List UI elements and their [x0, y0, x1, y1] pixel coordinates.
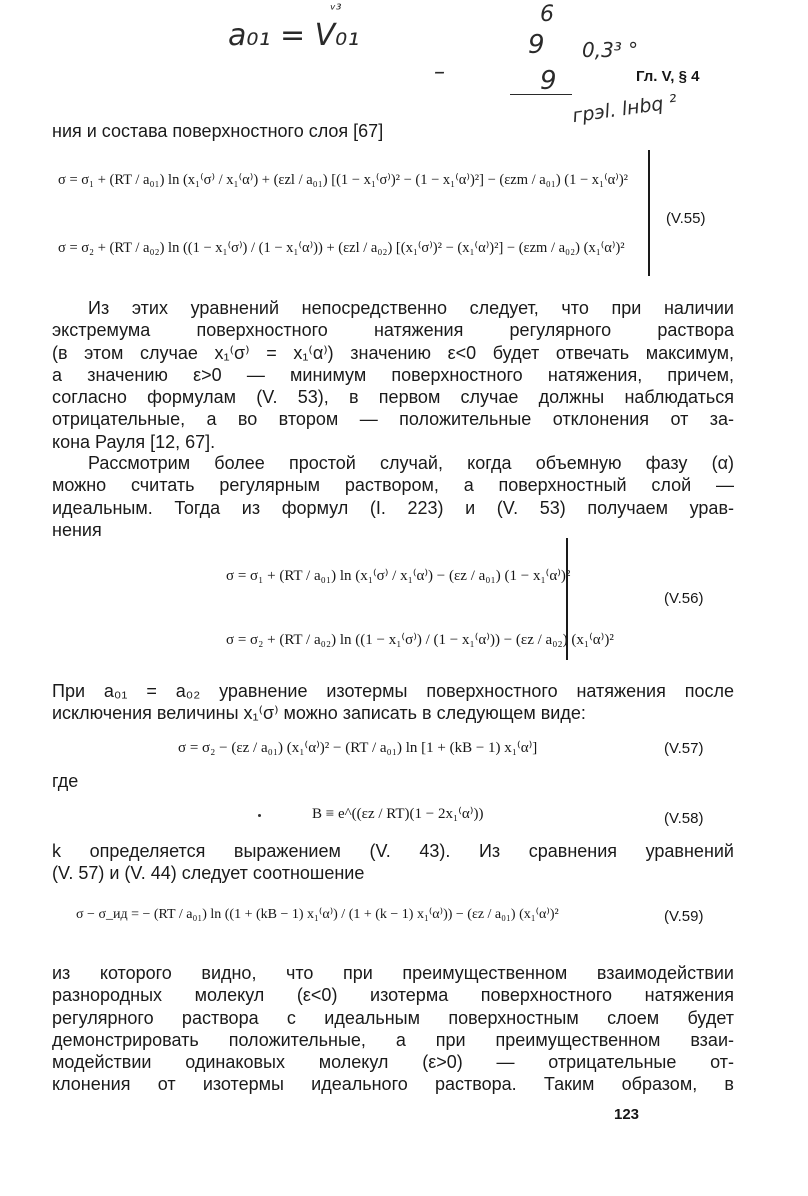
equation-v55-brace [648, 150, 650, 276]
intro-line: ния и состава поверхностного слоя [67] [52, 121, 384, 141]
equation-v59: σ − σ_ид = − (RT / a₀₁) ln ((1 + (kB − 1) x₁⁽α⁾) / (1 + (k − 1) x₁⁽α⁾)) − (εz / a₀₁) (x₁⁽α⁾)² [76, 907, 559, 922]
paragraph-4 [52, 840, 734, 885]
handwritten-superscript: ᵛ³ [330, 2, 342, 18]
chapter-header: Гл. V, § 4 [636, 68, 700, 85]
equation-v56-brace [566, 538, 568, 660]
handwritten-number-9b: 9 [540, 66, 557, 96]
paragraph-line: согласно формулам (V. 53), в первом случае должны наблюдаться [52, 387, 734, 408]
paragraph-line: Из этих уравнений непосредственно следует, что при наличии [88, 298, 734, 318]
paragraph-line: (в этом случае x₁⁽σ⁾ = x₁⁽α⁾) значению ε<0 будет отвечать максимум, [52, 342, 734, 363]
paragraph-line: разнородных молекул (ε<0) изотерма поверхностного натяжения [52, 985, 734, 1006]
handwritten-underline [510, 94, 572, 95]
paragraph-line: из которого видно, что при преимущественном взаимодействии [52, 963, 734, 983]
equation-v55-line2: σ = σ₂ + (RT / a₀₂) ln ((1 − x₁⁽σ⁾) / (1 − x₁⁽α⁾)) + (εzl / a₀₂) [(x₁⁽σ⁾)² − (x₁⁽α⁾)²] − (εzm / a₀₂) (x₁⁽α⁾)² [58, 240, 625, 256]
equation-v56-number: (V.56) [664, 590, 704, 607]
paragraph-line: можно считать регулярным раствором, а поверхностный слой — [52, 475, 734, 496]
paragraph-line: демонстрировать положительные, а при преимущественном взаи- [52, 1029, 734, 1050]
handwritten-dash: – [434, 60, 445, 85]
paragraph-line: идеальным. Тогда из формул (I. 223) и (V. 53) получаем урав- [52, 497, 734, 518]
paragraph-line: экстремума поверхностного натяжения регулярного раствора [52, 320, 734, 341]
stray-dot [258, 814, 261, 817]
equation-v57-number: (V.57) [664, 740, 704, 757]
paragraph-line: кона Рауля [12, 67]. [52, 431, 216, 452]
paragraph-5 [52, 962, 734, 1096]
paragraph-line: исключения величины x₁⁽σ⁾ можно записать в следующем виде: [52, 703, 586, 724]
handwritten-formula: a₀₁ = V₀₁ [228, 18, 360, 53]
equation-v55-line1: σ = σ₁ + (RT / a₀₁) ln (x₁⁽σ⁾ / x₁⁽α⁾) + (εzl / a₀₁) [(1 − x₁⁽σ⁾)² − (1 − x₁⁽α⁾)²] − (εzm / a₀₁) (1 − x₁⁽α⁾)² [58, 172, 629, 188]
paragraph-2 [52, 452, 734, 541]
equation-v57: σ = σ₂ − (εz / a₀₁) (x₁⁽α⁾)² − (RT / a₀₁) ln [1 + (kB − 1) x₁⁽α⁾] [178, 740, 538, 756]
where-label: где [52, 771, 79, 791]
equation-v59-number: (V.59) [664, 908, 704, 925]
paragraph-line: k определяется выражением (V. 43). Из сравнения уравнений [52, 841, 734, 861]
paragraph-line: модействии одинаковых молекул (ε>0) — отрицательные от- [52, 1052, 734, 1073]
paragraph-line: нения [52, 519, 102, 540]
handwritten-number-6: 6 [540, 2, 554, 27]
equation-v58: B ≡ e^((εz / RT)(1 − 2x₁⁽α⁾)) [312, 806, 484, 822]
handwritten-fraction: 0,3³ ° [582, 38, 639, 62]
paragraph-1 [52, 297, 734, 453]
paragraph-line: отрицательные, а во втором — положительные отклонения от за- [52, 409, 734, 430]
paragraph-line: (V. 57) и (V. 44) следует соотношение [52, 863, 365, 884]
equation-v55-number: (V.55) [666, 210, 706, 227]
page-number: 123 [614, 1106, 640, 1123]
equation-v56-line1: σ = σ₁ + (RT / a₀₁) ln (x₁⁽σ⁾ / x₁⁽α⁾) − (εz / a₀₁) (1 − x₁⁽α⁾)² [226, 568, 571, 584]
paragraph-line: регулярного раствора с идеальным поверхностным слоем будет [52, 1007, 734, 1028]
paragraph-line: Рассмотрим более простой случай, когда объемную фазу (α) [88, 453, 734, 473]
handwritten-note: грэl. lнbq ² [570, 90, 679, 128]
paragraph-line: а значению ε>0 — минимум поверхностного натяжения, причем, [52, 364, 734, 385]
equation-v58-number: (V.58) [664, 810, 704, 827]
equation-v56-line2: σ = σ₂ + (RT / a₀₂) ln ((1 − x₁⁽σ⁾) / (1 − x₁⁽α⁾)) − (εz / a₀₂) (x₁⁽α⁾)² [226, 632, 614, 648]
paragraph-3 [52, 680, 734, 725]
paragraph-line: При a₀₁ = a₀₂ уравнение изотермы поверхностного натяжения после [52, 681, 734, 701]
handwritten-number-9a: 9 [528, 30, 545, 60]
paragraph-line: клонения от изотермы идеального раствора. Таким образом, в [52, 1074, 734, 1095]
